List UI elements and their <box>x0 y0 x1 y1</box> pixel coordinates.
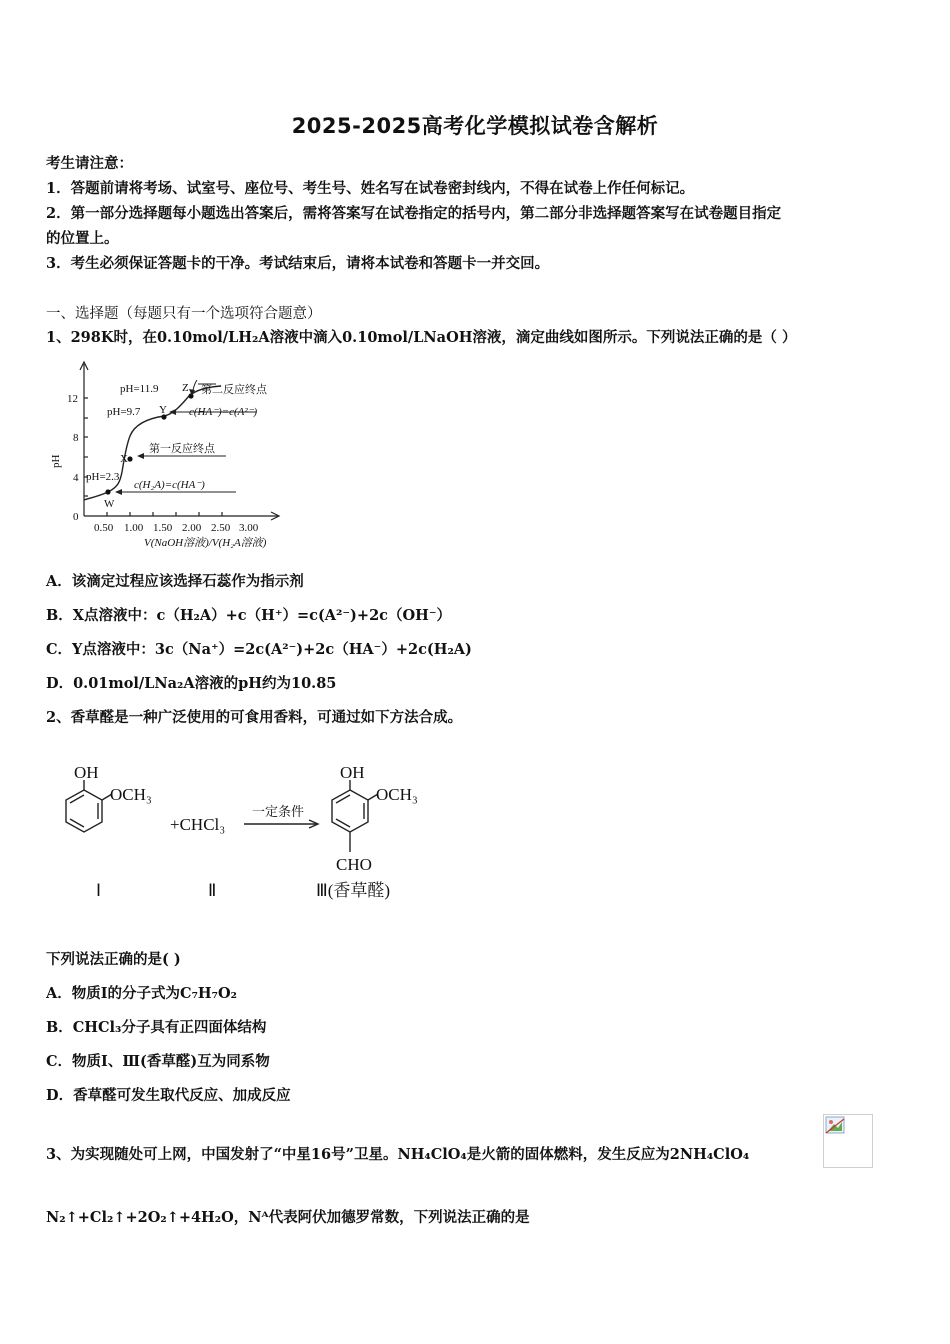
q1-option-c: C．Y点溶液中：3c（Na⁺）=2c(A²⁻)+2c（HA⁻）+2c(H₂A) <box>46 641 472 658</box>
ring-iii <box>332 790 368 832</box>
x-tick-100: 1.00 <box>124 522 144 534</box>
reaction-condition: 一定条件 <box>252 804 305 819</box>
notice-item-1: 1．答题前请将考场、试室号、座位号、考生号、姓名写在试卷密封线内，不得在试卷上作任何标记。 <box>46 180 695 197</box>
plus-chcl3: +CHCl₃ <box>170 815 226 834</box>
ring-iii-cho: CHO <box>336 855 372 874</box>
broken-image-icon <box>823 1114 873 1168</box>
q2-stem: 2、香草醛是一种广泛使用的可食用香料，可通过如下方法合成。 <box>46 709 463 726</box>
ring-iii-oh: OH <box>340 763 365 782</box>
x-axis-label: V(NaOH溶液)/V(H₂A溶液) <box>144 537 267 549</box>
q1-option-d: D．0.01mol/LNa₂A溶液的pH约为10.85 <box>46 675 337 692</box>
q3-line2: N₂↑+Cl₂↑+2O₂↑+4H₂O，Nᴬ代表阿伏加德罗常数，下列说法正确的是 <box>46 1209 530 1226</box>
q2-option-a: A．物质Ⅰ的分子式为C₇H₇O₂ <box>46 985 237 1002</box>
point-w <box>105 489 110 494</box>
label-compound-iii: Ⅲ(香草醛) <box>316 881 391 900</box>
notice-heading: 考生请注意： <box>46 155 133 172</box>
q2-option-c: C．物质Ⅰ、Ⅲ(香草醛)互为同系物 <box>46 1053 270 1070</box>
q1-option-a: A．该滴定过程应该选择石蕊作为指示剂 <box>46 573 304 590</box>
label-w: W <box>104 498 115 510</box>
y-axis-label: pH <box>50 454 62 468</box>
annot-ph-2-3: pH=2.3 <box>86 471 120 483</box>
ring-i-oh: OH <box>74 763 99 782</box>
label-compound-i: Ⅰ <box>96 881 102 900</box>
x-tick-250: 2.50 <box>211 522 231 534</box>
arrowhead-first-end <box>137 453 144 459</box>
broken-image-glyph <box>825 1116 847 1136</box>
y-tick-12: 12 <box>67 393 78 405</box>
x-tick-300: 3.00 <box>239 522 259 534</box>
ring-i <box>66 790 102 832</box>
label-x: X <box>120 453 128 465</box>
notice-item-2: 2．第一部分选择题每小题选出答案后，需将答案写在试卷指定的括号内，第二部分非选择题答案写在试卷题目指定 <box>46 205 782 222</box>
ring-iii-och3: OCH₃ <box>376 785 418 804</box>
annot-ph-11-9: pH=11.9 <box>120 383 159 395</box>
q1-stem: 1、298K时，在0.10mol/LH₂A溶液中滴入0.10mol/LNaOH溶液，滴定曲线如图所示。下列说法正确的是（ ） <box>46 329 797 346</box>
q2-option-d: D．香草醛可发生取代反应、加成反应 <box>46 1087 291 1104</box>
point-x <box>127 456 132 461</box>
q1-option-b: B．X点溶液中：c（H₂A）+c（H⁺）=c(A²⁻)+2c（OH⁻） <box>46 607 451 624</box>
label-z: Z <box>182 382 189 394</box>
annot-ph-9-7: pH=9.7 <box>107 406 141 418</box>
annot-h2a-eq-ha: c(H₂A)=c(HA⁻) <box>134 479 205 491</box>
vanillin-synthesis-scheme <box>46 760 446 910</box>
q2-option-b: B．CHCl₃分子具有正四面体结构 <box>46 1019 267 1036</box>
annot-second-end: 第二反应终点 <box>201 384 267 396</box>
q2-prompt: 下列说法正确的是( ) <box>46 951 181 968</box>
section-heading: 一、选择题（每题只有一个选项符合题意） <box>46 306 322 322</box>
page-title: 2025-2025高考化学模拟试卷含解析 <box>291 114 659 138</box>
annot-ha-eq-a: c(HA⁻)=c(A²⁻) <box>189 406 258 418</box>
y-tick-8: 8 <box>73 432 79 444</box>
notice-item-3: 3．考生必须保证答题卡的干净。考试结束后，请将本试卷和答题卡一并交回。 <box>46 255 550 272</box>
label-compound-ii: Ⅱ <box>208 881 217 900</box>
arrowhead-w <box>115 489 122 495</box>
label-y: Y <box>159 404 167 416</box>
ring-i-och3: OCH₃ <box>110 785 152 804</box>
q3-stem: 3、为实现随处可上网，中国发射了“中星16号”卫星。NH₄ClO₄是火箭的固体燃料，发生反应为2NH₄ClO₄ <box>46 1146 750 1163</box>
y-tick-4: 4 <box>73 472 79 484</box>
x-tick-050: 0.50 <box>94 522 114 534</box>
x-tick-200: 2.00 <box>182 522 202 534</box>
y-tick-0: 0 <box>73 511 79 523</box>
titration-curve-figure <box>46 356 296 556</box>
x-tick-150: 1.50 <box>153 522 173 534</box>
annot-first-end: 第一反应终点 <box>149 443 215 455</box>
notice-item-2-cont: 的位置上。 <box>46 230 119 247</box>
